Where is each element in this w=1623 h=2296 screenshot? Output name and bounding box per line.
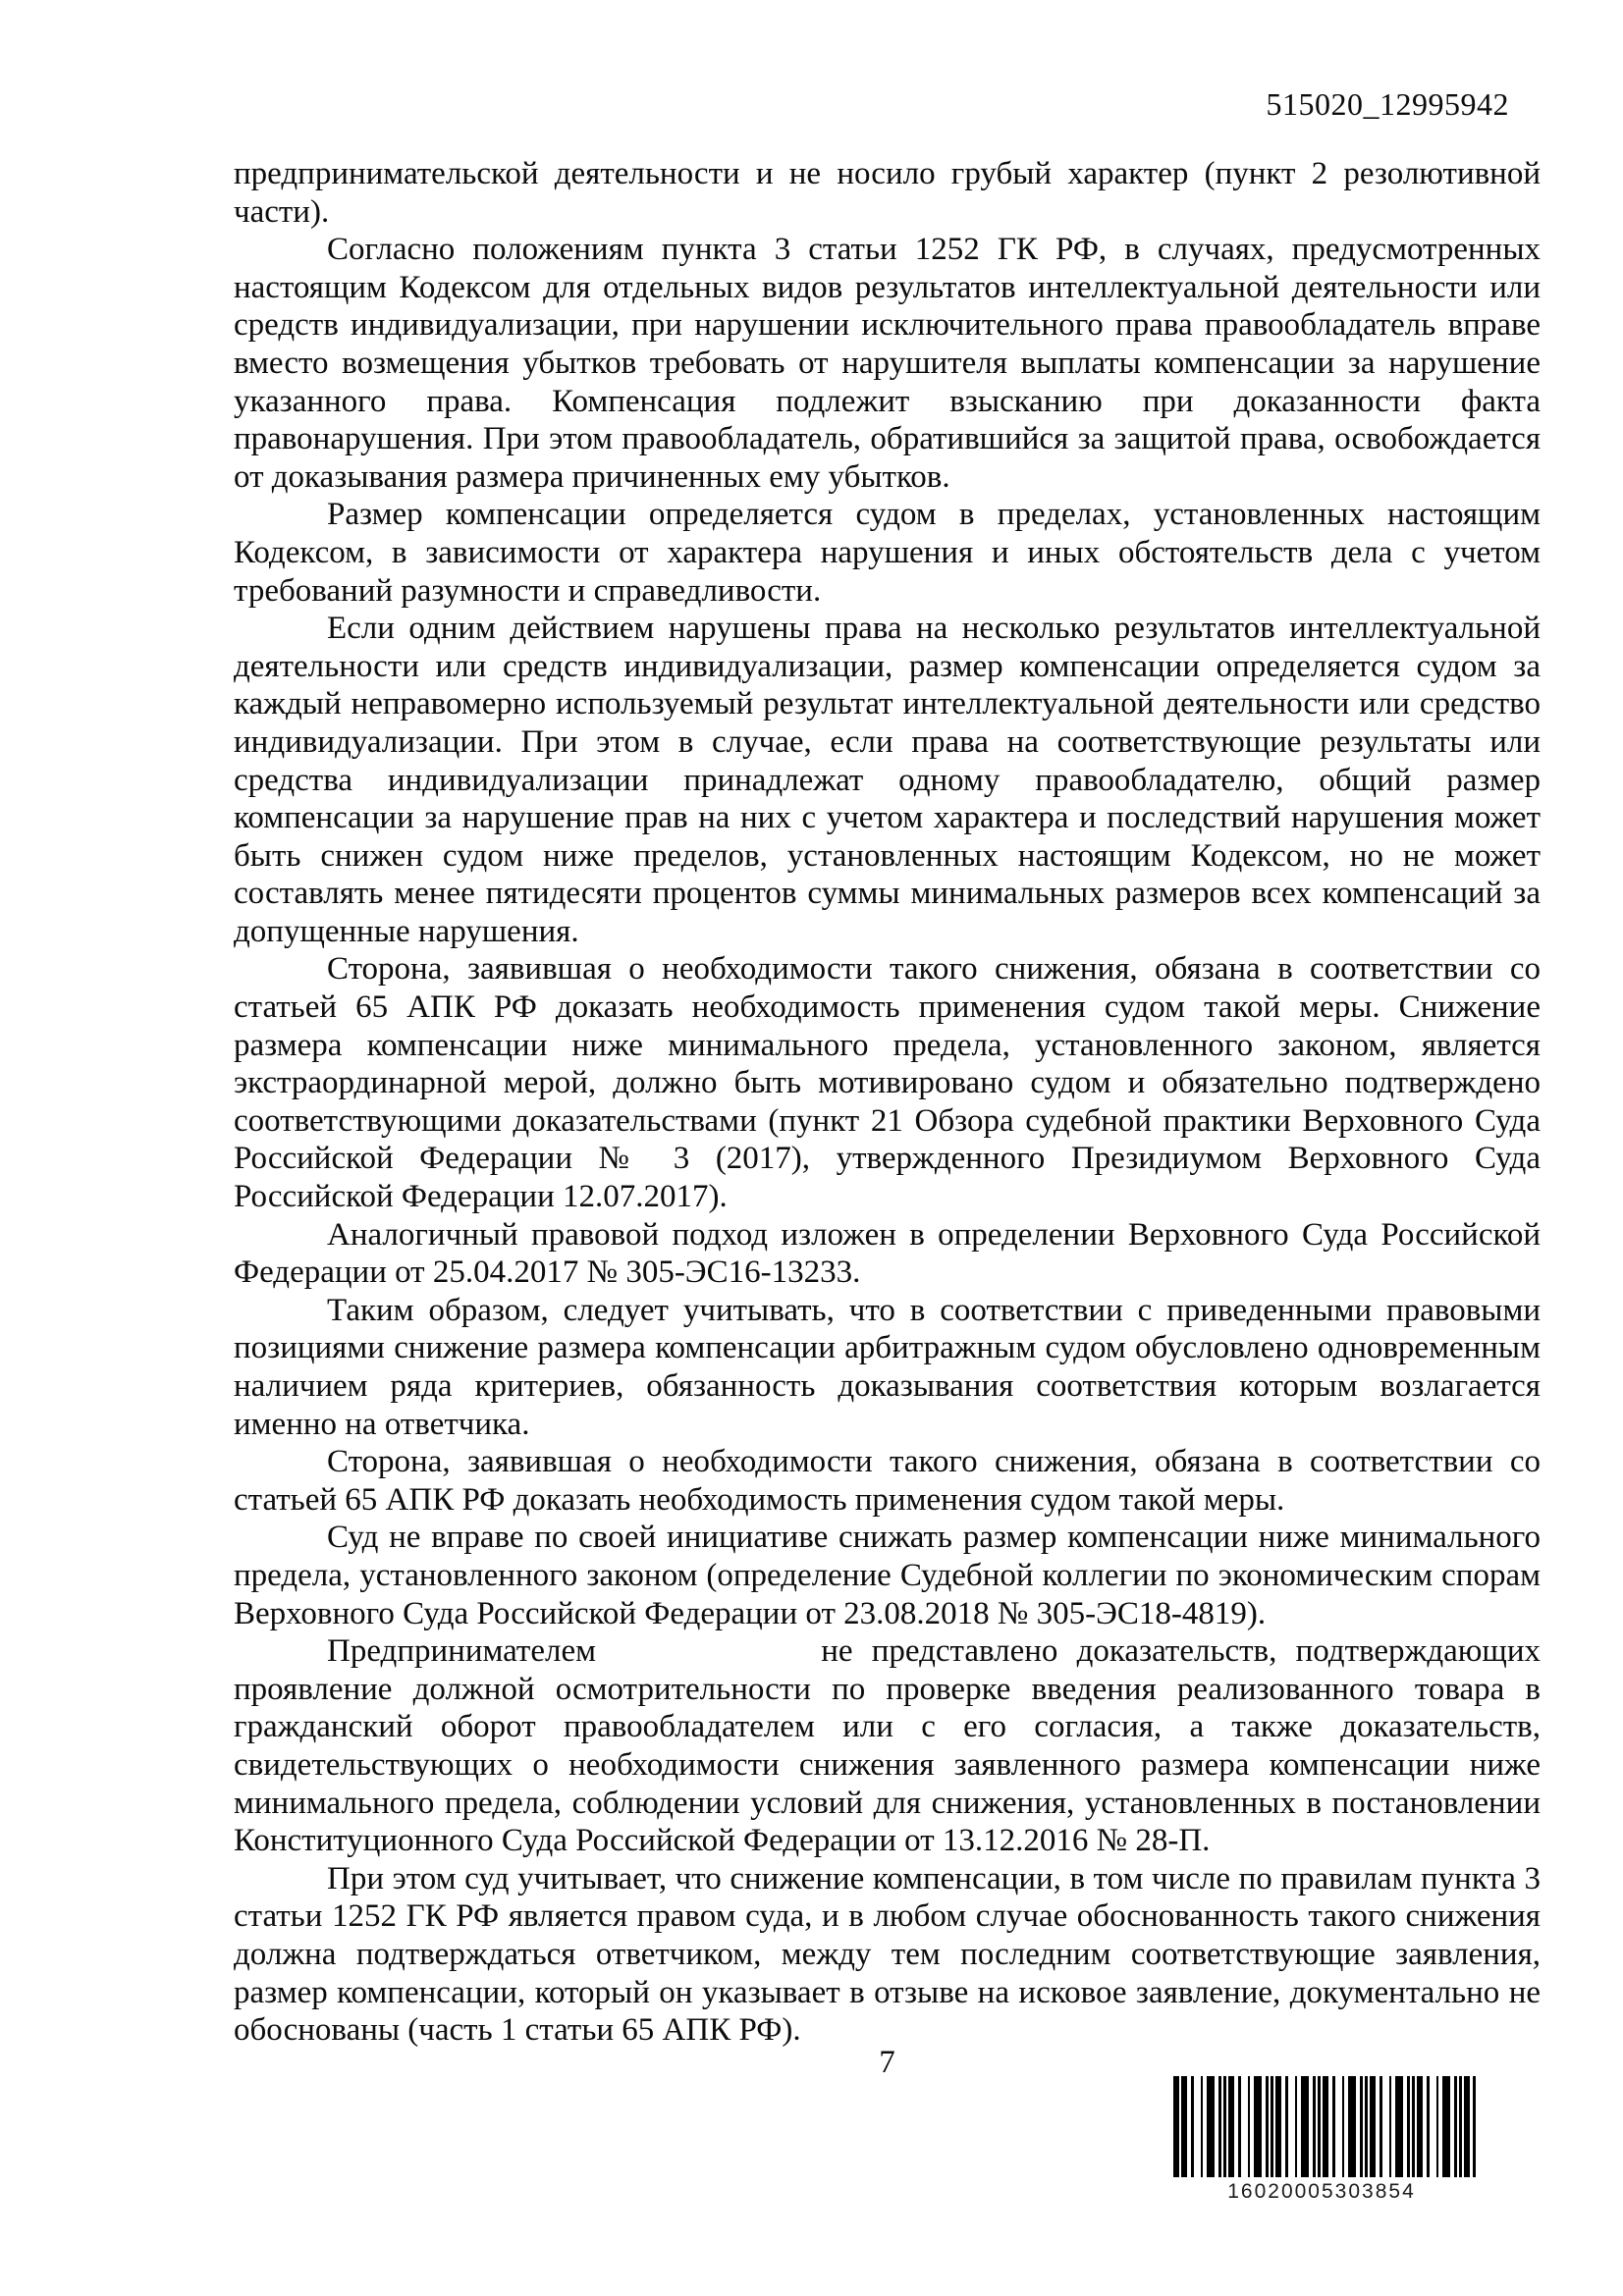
paragraph: Сторона, заявившая о необходимости такого снижения, обязана в соответствии со статьей 65 АПК РФ доказать необходимость применения судом такой меры. Снижение размера компенсации ниже минимального предела, установленного законом, является экстраординарной мерой, должно быть мотивировано судом и обязательно подтверждено соответствующими доказательствами (пункт 21 Обзора судебной практики Верховного Суда Российской Федерации № 3 (2017), утвержденного Президиумом Верховного Суда Российской Федерации 12.07.2017). — [234, 951, 1541, 1215]
paragraph: Если одним действием нарушены права на несколько результатов интеллектуальной деятельности или средств индивидуализации, размер компенсации определяется судом за каждый неправомерно используемый результат интеллектуальной деятельности или средство индивидуализации. При этом в случае, если права на соответствующие результаты или средства индивидуализации принадлежат одному правообладателю, общий размер компенсации за нарушение прав на них с учетом характера и последствий нарушения может быть снижен судом ниже пределов, установленных настоящим Кодексом, но не может составлять менее пятидесяти процентов суммы минимальных размеров всех компенсаций за допущенные нарушения. — [234, 611, 1541, 949]
paragraph-with-redaction-gap — [234, 1632, 1541, 1860]
paragraph: Аналогичный правовой подход изложен в определении Верховного Суда Российской Федерации от 25.04.2017 № 305-ЭС16-13233. — [234, 1216, 1541, 1291]
document-reference-number: 515020_12995942 — [1266, 86, 1509, 122]
barcode-number: 16020005303854 — [1227, 2180, 1416, 2203]
redacted-name-gap — [596, 1660, 802, 1661]
barcode — [1173, 2076, 1470, 2204]
paragraph-text-before-gap: Предпринимателем — [327, 1633, 596, 1670]
document-body — [234, 155, 1541, 2050]
paragraph: При этом суд учитывает, что снижение компенсации, в том числе по правилам пункта 3 статьи 1252 ГК РФ является правом суда, и в любом случае обоснованность такого снижения должна подтверждаться ответчиком, между тем последним соответствующие заявления, размер компенсации, который он указывает в отзыве на исковое заявление, документально не обоснованы (часть 1 статьи 65 АПК РФ). — [234, 1860, 1541, 2049]
page-number: 7 — [879, 2045, 895, 2080]
paragraph: Согласно положениям пункта 3 статьи 1252 ГК РФ, в случаях, предусмотренных настоящим Кодексом для отдельных видов результатов интеллектуальной деятельности или средств индивидуализации, при нарушении исключительного права правообладатель вправе вместо возмещения убытков требовать от нарушителя выплаты компенсации за нарушение указанного права. Компенсация подлежит взысканию при доказанности факта правонарушения. При этом правообладатель, обратившийся за защитой права, освобождается от доказывания размера причиненных ему убытков. — [234, 232, 1541, 495]
paragraph: Сторона, заявившая о необходимости такого снижения, обязана в соответствии со статьей 65 АПК РФ доказать необходимость применения судом такой меры. — [234, 1444, 1541, 1518]
paragraph: Суд не вправе по своей инициативе снижать размер компенсации ниже минимального предела, установленного законом (определение Судебной коллегии по экономическим спорам Верховного Суда Российской Федерации от 23.08.2018 № 305-ЭС18-4819). — [234, 1520, 1541, 1631]
paragraph-continuation: предпринимательской деятельности и не носило грубый характер (пункт 2 резолютивной части). — [234, 156, 1541, 230]
paragraph: Таким образом, следует учитывать, что в соответствии с приведенными правовыми позициями снижение размера компенсации арбитражным судом обусловлено одновременным наличием ряда критериев, обязанность доказывания соответствия которым возлагается именно на ответчика. — [234, 1292, 1541, 1442]
paragraph-text-after-gap: не представлено доказательств, подтверждающих проявление должной осмотрительности по проверке введения реализованного товара в гражданский оборот правообладателем или с его согласия, а также доказательств, свидетельствующих о необходимости снижения заявленного размера компенсации ниже минимального предела, соблюдении условий для снижения, установленных в постановлении Конституционного Суда Российской Федерации от 13.12.2016 № 28-П. — [234, 1633, 1541, 1859]
paragraph: Размер компенсации определяется судом в пределах, установленных настоящим Кодексом, в зависимости от характера нарушения и иных обстоятельств дела с учетом требований разумности и справедливости. — [234, 497, 1541, 609]
barcode-bars-image — [1173, 2076, 1476, 2177]
